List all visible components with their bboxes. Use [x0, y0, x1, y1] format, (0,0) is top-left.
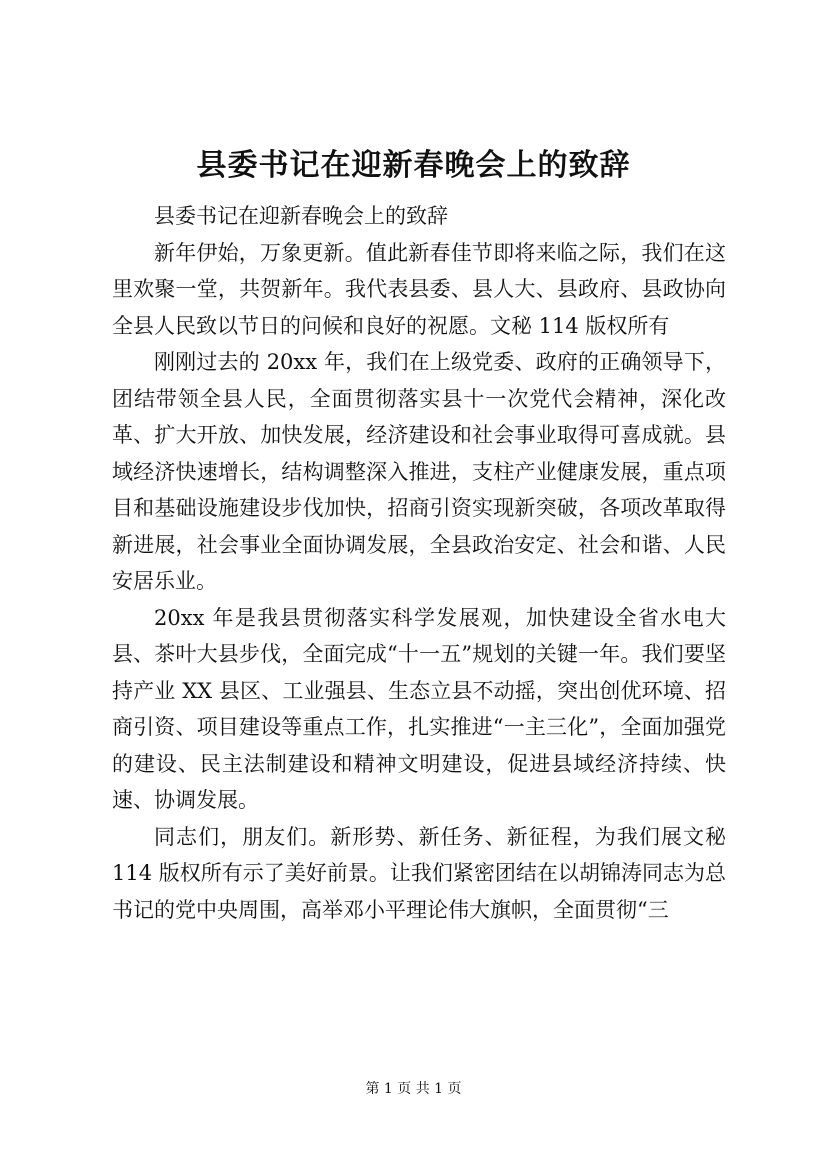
- document-body: [112, 198, 726, 928]
- paragraph: 刚刚过去的 20xx 年，我们在上级党委、政府的正确领导下，团结带领全县人民，全面贯彻落实县十一次党代会精神，深化改革、扩大开放、加快发展，经济建设和社会事业取得可喜成就。县域经济快速增长，结构调整深入推进，支柱产业健康发展，重点项目和基础设施建设步伐加快，招商引资实现新突破，各项改革取得新进展，社会事业全面协调发展，全县政治安定、社会和谐、人民安居乐业。: [112, 350, 726, 593]
- document-title: 县委书记在迎新春晚会上的致辞: [196, 148, 631, 183]
- paragraph: 20xx 年是我县贯彻落实科学发展观，加快建设全省水电大县、茶叶大县步伐，全面完成“十一五”规划的关键一年。我们要坚持产业 XX 县区、工业强县、生态立县不动摇，突出创优环境、招商引资、项目建设等重点工作，扎实推进“一主三化”，全面加强党的建设、民主法制建设和精神文明建设，促进县域经济持续、快速、协调发展。: [112, 605, 726, 812]
- paragraph: 新年伊始，万象更新。值此新春佳节即将来临之际，我们在这里欢聚一堂，共贺新年。我代表县委、县人大、县政府、县政协向全县人民致以节日的问候和良好的祝愿。文秘 114 版权所有: [112, 240, 726, 338]
- paragraph: 同志们，朋友们。新形势、新任务、新征程，为我们展文秘 114 版权所有示了美好前景。让我们紧密团结在以胡锦涛同志为总书记的党中央周围，高举邓小平理论伟大旗帜，全面贯彻“三: [112, 824, 726, 922]
- paragraph-subtitle: 县委书记在迎新春晚会上的致辞: [154, 204, 448, 228]
- page-number-footer: 第 1 页 共 1 页: [365, 1081, 462, 1097]
